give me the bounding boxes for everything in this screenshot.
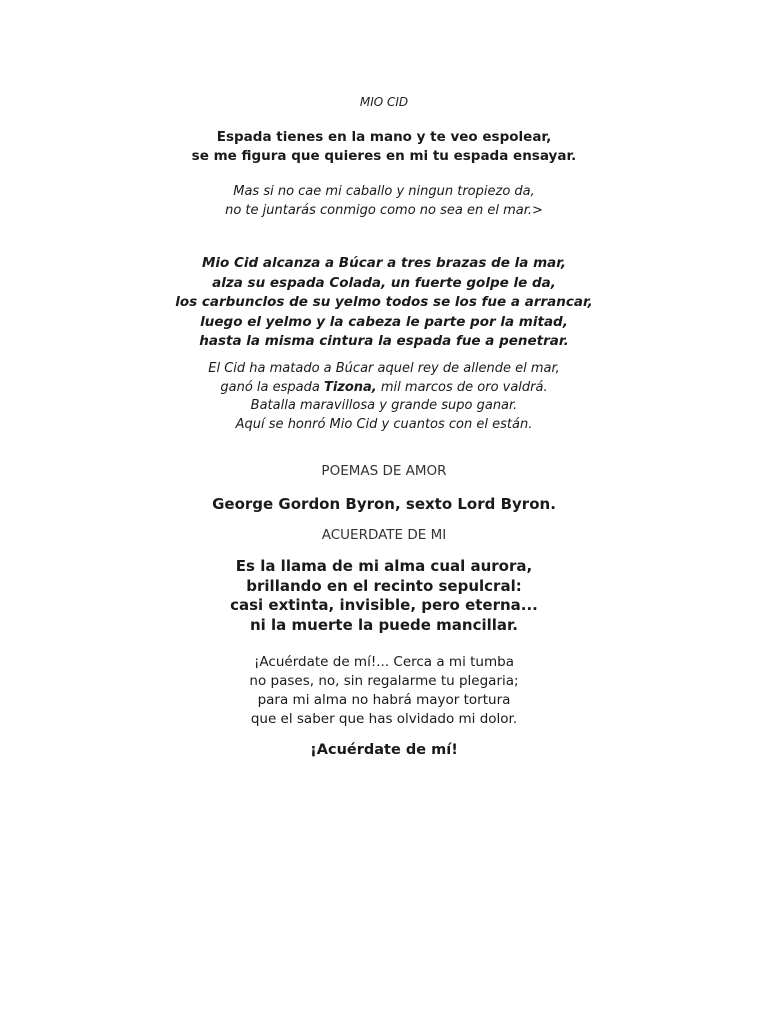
verse-line: Espada tienes en la mano y te veo espolear, <box>216 129 552 145</box>
verse-line: hasta la misma cintura la espada fue a penetrar. <box>199 333 569 349</box>
author-name: George Gordon Byron, sexto Lord Byron. <box>212 495 556 513</box>
verse-line: alza su espada Colada, un fuerte golpe le da, <box>212 274 556 291</box>
verse-line: Batalla maravillosa y grande supo ganar. <box>250 398 518 413</box>
verse-line: brillando en el recinto sepulcral: <box>246 576 522 595</box>
stanza-3 <box>0 254 768 352</box>
verse-line: Aquí se honró Mio Cid y cuantos con el están. <box>235 416 533 432</box>
poem-title-mio-cid: MIO CID <box>359 95 409 109</box>
stanza-2 <box>0 182 768 220</box>
closing-line: ¡Acuérdate de mí! <box>310 742 458 758</box>
verse-line: no pases, no, sin regalarme tu plegaria; <box>249 673 519 689</box>
stanza-4 <box>0 360 768 434</box>
verse-text: ganó la espada <box>220 379 324 395</box>
stanza-1 <box>0 128 768 166</box>
section-heading: POEMAS DE AMOR <box>321 463 447 479</box>
verse-line: los carbunclos de su yelmo todos se los fue a arrancar, <box>175 294 593 310</box>
verse-line: El Cid ha matado a Búcar aquel rey de allende el mar, <box>208 361 560 376</box>
poem-title-acuerdate: ACUERDATE DE MI <box>321 527 447 543</box>
verse-line: para mi alma no habrá mayor tortura <box>257 692 511 708</box>
verse-line: ¡Acuérdate de mí!... Cerca a mi tumba <box>254 654 514 670</box>
verse-line: casi extinta, invisible, pero eterna... <box>230 596 538 614</box>
verse-line: ni la muerte la puede mancillar. <box>249 615 518 634</box>
verse-text: mil marcos de oro valdrá. <box>376 379 548 395</box>
verse-line: Mio Cid alcanza a Búcar a tres brazas de la mar, <box>201 255 567 271</box>
verse-line: no te juntarás conmigo como no sea en el mar.> <box>225 203 543 218</box>
stanza-6 <box>0 653 768 729</box>
verse-line-tizona <box>0 379 768 398</box>
verse-line: que el saber que has olvidado mi dolor. <box>250 711 518 727</box>
verse-line: se me figura que quieres en mi tu espada ensayar. <box>191 148 577 164</box>
verse-line: luego el yelmo y la cabeza le parte por la mitad, <box>200 313 568 330</box>
verse-line: Mas si no cae mi caballo y ningun tropiezo da, <box>233 184 535 199</box>
verse-line: Es la llama de mi alma cual aurora, <box>235 557 533 575</box>
stanza-5 <box>0 557 768 635</box>
sword-name: Tizona, <box>323 379 377 395</box>
